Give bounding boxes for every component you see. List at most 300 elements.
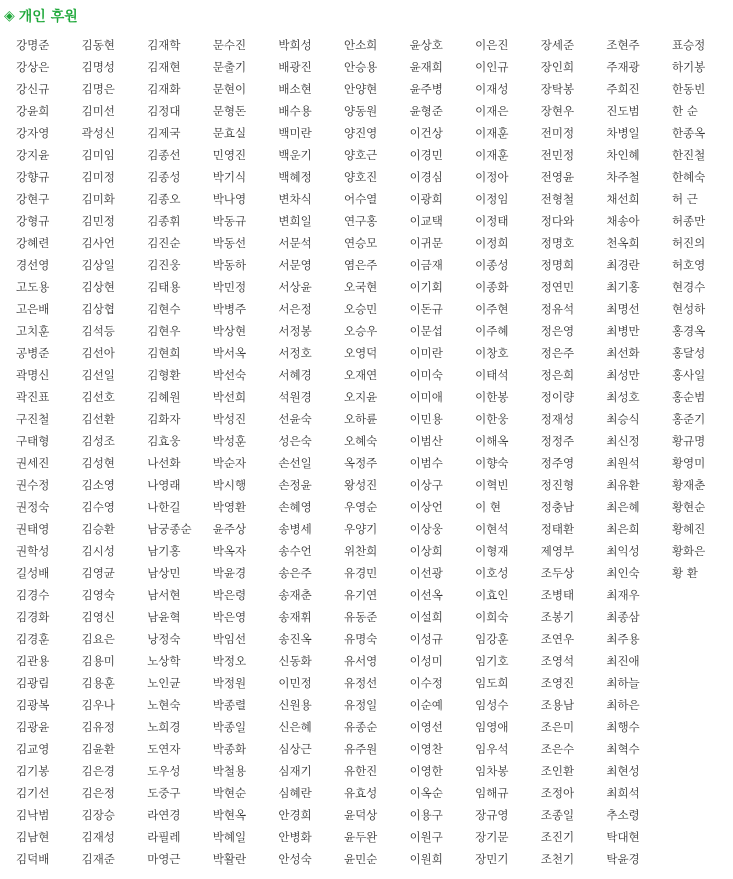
donor-name: 김장승 [81,808,115,822]
donor-name: 임강훈 [475,632,509,646]
donor-name: 채선희 [606,192,640,206]
donor-name: 김은정 [81,786,115,800]
donor-name: 박나영 [212,192,247,206]
donor-name: 허종만 [671,214,706,228]
donor-name: 이효인 [475,588,509,602]
donor-name: 이영한 [409,764,443,778]
donor-name: 이주혜 [475,324,509,338]
donor-name: 한 순 [671,104,698,118]
donor-name: 김진순 [147,236,181,250]
donor-name: 오재연 [343,368,378,382]
donor-name [668,672,733,694]
donor-name: 송진옥 [278,632,312,646]
donor-name: 홍경옥 [671,324,706,338]
donor-name: 이옥순 [409,786,443,800]
donor-name: 이은진 [475,38,509,52]
donor-name: 김시성 [81,544,115,558]
donor-name: 오혜숙 [343,434,378,448]
donor-name: 정은영 [540,324,575,338]
donor-name: 조종일 [540,808,575,822]
donor-name: 박윤경 [212,566,247,580]
section-title: 개인 후원 [18,9,78,25]
donor-name: 김형환 [147,368,181,382]
donor-name: 최은희 [606,522,640,536]
donor-name: 윤상호 [409,38,443,52]
donor-name: 최주용 [606,632,640,646]
donor-name: 박철용 [212,764,247,778]
donor-name: 김미임 [81,148,115,162]
donor-name-grid [12,34,730,870]
donor-name: 전민정 [540,148,575,162]
donor-name: 박임선 [212,632,247,646]
donor-name: 이재성 [475,82,509,96]
donor-name: 이한웅 [475,412,509,426]
donor-name: 박성훈 [212,434,247,448]
donor-name: 이영찬 [409,742,443,756]
donor-name: 양진영 [343,126,378,140]
donor-name: 황영미 [671,456,706,470]
donor-name: 윤민순 [343,852,378,866]
donor-name: 이 현 [475,500,502,514]
donor-name: 표승정 [671,38,706,52]
donor-name: 박현옥 [212,808,247,822]
donor-name: 서정봉 [278,324,312,338]
donor-name: 박성진 [212,412,247,426]
section-header [4,5,78,27]
donor-name: 박종일 [212,720,247,734]
donor-name: 유서영 [343,654,378,668]
donor-name: 김관용 [16,654,50,668]
donor-name: 이종성 [475,258,509,272]
donor-name: 정이량 [540,390,575,404]
donor-name: 김성현 [81,456,115,470]
donor-name: 구진철 [16,412,50,426]
donor-name: 조정아 [540,786,575,800]
donor-name: 이재훈 [475,148,509,162]
donor-name: 박혜일 [212,830,247,844]
donor-name: 윤형준 [409,104,443,118]
donor-name: 왕성진 [343,478,378,492]
donor-name: 이현석 [475,522,509,536]
donor-name: 윤덕상 [343,808,378,822]
donor-name: 황재춘 [671,478,706,492]
donor-name: 양동원 [343,104,378,118]
donor-name: 김상현 [81,280,115,294]
donor-name: 이문섭 [409,324,443,338]
donor-name: 김현수 [147,302,181,316]
donor-name: 백미란 [278,126,312,140]
donor-name: 김영숙 [81,588,115,602]
donor-name: 안소희 [343,38,378,52]
donor-name: 남서현 [147,588,181,602]
donor-name: 낭정숙 [147,632,181,646]
donor-name: 정명호 [540,236,575,250]
donor-name: 김재학 [147,38,181,52]
donor-name: 조병태 [540,588,575,602]
donor-name: 최행수 [606,720,640,734]
donor-name: 김영신 [81,610,115,624]
donor-name: 조은수 [540,742,575,756]
donor-name: 장기문 [475,830,509,844]
donor-name: 유기연 [343,588,378,602]
donor-name: 이형재 [475,544,509,558]
donor-name: 김재화 [147,82,181,96]
donor-name: 정태환 [540,522,575,536]
donor-name: 제영부 [540,544,575,558]
donor-name: 김진웅 [147,258,181,272]
donor-name: 이재훈 [475,126,509,140]
donor-name: 백운기 [278,148,312,162]
donor-name: 오영덕 [343,346,378,360]
donor-name: 김재성 [81,830,115,844]
donor-name: 배소현 [278,82,312,96]
donor-name: 라필레 [147,830,181,844]
donor-name: 조천기 [540,852,575,866]
donor-name: 문출기 [212,60,247,74]
donor-name: 홍사일 [671,368,706,382]
donor-name: 이수정 [409,676,443,690]
donor-name: 이재은 [475,104,509,118]
donor-name: 옥정주 [343,456,378,470]
donor-name: 김남현 [16,830,50,844]
donor-name: 최종삼 [606,610,640,624]
donor-name: 김종선 [147,148,181,162]
donor-name: 정정주 [540,434,575,448]
donor-name: 이미애 [409,390,443,404]
donor-name: 서정호 [278,346,312,360]
donor-name: 나영래 [147,478,181,492]
donor-name: 도우성 [147,764,181,778]
donor-name: 박동규 [212,214,247,228]
donor-name: 김요은 [81,632,115,646]
donor-name: 정충남 [540,500,575,514]
donor-name: 문효실 [212,126,247,140]
donor-name: 김용미 [81,654,115,668]
donor-name: 서혜경 [278,368,312,382]
donor-name: 김선환 [81,412,115,426]
donor-name: 남상민 [147,566,181,580]
donor-name: 황규명 [671,434,706,448]
donor-name: 박활란 [212,852,247,866]
donor-name: 고도용 [16,280,50,294]
donor-name: 김재현 [147,60,181,74]
donor-name: 김우나 [81,698,115,712]
donor-name: 김동현 [81,38,115,52]
donor-name: 권수정 [16,478,50,492]
donor-name: 김선호 [81,390,115,404]
donor-name: 정연민 [540,280,575,294]
donor-name: 김상협 [81,302,115,316]
donor-name: 이광희 [409,192,443,206]
donor-name: 박희성 [278,38,312,52]
donor-name: 김재준 [81,852,115,866]
donor-name: 김덕배 [16,852,50,866]
donor-name: 이원희 [409,852,443,866]
donor-name: 박선숙 [212,368,247,382]
donor-name [668,782,733,804]
donor-name: 박옥자 [212,544,247,558]
donor-name: 박병주 [212,302,247,316]
donor-name: 강상은 [16,60,50,74]
donor-name: 유동준 [343,610,378,624]
donor-name: 심재기 [278,764,312,778]
donor-name: 이돈규 [409,302,443,316]
donor-name [668,606,733,628]
donor-name: 정은주 [540,346,575,360]
donor-name: 최하늘 [606,676,640,690]
donor-name: 천옥희 [606,236,640,250]
donor-name: 최명선 [606,302,640,316]
donor-name: 정진형 [540,478,575,492]
donor-name: 박은령 [212,588,247,602]
donor-name: 김유정 [81,720,115,734]
donor-name [668,738,733,760]
donor-name: 나선화 [147,456,181,470]
donor-name: 이정임 [475,192,509,206]
donor-name: 경선영 [16,258,50,272]
donor-name: 최병만 [606,324,640,338]
donor-name: 차병일 [606,126,640,140]
donor-name: 최인숙 [606,566,640,580]
donor-name: 김광복 [16,698,50,712]
donor-name: 탁윤경 [606,852,640,866]
donor-name: 김광림 [16,676,50,690]
donor-name: 배수용 [278,104,312,118]
donor-name: 최신정 [606,434,640,448]
donor-name: 조영석 [540,654,575,668]
diamond-icon: ◈ [4,8,15,24]
donor-name: 이종화 [475,280,509,294]
donor-name: 박정오 [212,654,247,668]
donor-name: 임해규 [475,786,509,800]
donor-name [668,804,733,826]
donor-name: 윤주병 [409,82,443,96]
donor-name: 조봉기 [540,610,575,624]
donor-name: 정명희 [540,258,575,272]
donor-name: 이경심 [409,170,443,184]
donor-name: 최은혜 [606,500,640,514]
donor-name: 김현우 [147,324,181,338]
donor-name: 임영애 [475,720,509,734]
donor-name: 곽진표 [16,390,50,404]
donor-name: 박서옥 [212,346,247,360]
donor-name: 안성숙 [278,852,312,866]
donor-name: 유정일 [343,698,378,712]
donor-name: 강향규 [16,170,50,184]
donor-name: 현경수 [671,280,706,294]
donor-name: 이건상 [409,126,443,140]
donor-name: 위찬희 [343,544,378,558]
donor-name: 최익성 [606,544,640,558]
donor-name: 김명은 [81,82,115,96]
donor-name: 조영진 [540,676,575,690]
donor-name: 유경민 [343,566,378,580]
donor-name: 공병준 [16,346,50,360]
donor-name: 도중구 [147,786,181,800]
donor-name: 이희숙 [475,610,509,624]
donor-name: 최승식 [606,412,640,426]
donor-name: 오하륜 [343,412,378,426]
donor-name: 연구홍 [343,214,378,228]
donor-name: 송재휘 [278,610,312,624]
donor-name: 김태용 [147,280,181,294]
donor-name: 박민정 [212,280,247,294]
donor-name: 박현순 [212,786,247,800]
donor-name: 박은영 [212,610,247,624]
donor-name: 서문영 [278,258,312,272]
donor-name: 탁대현 [606,830,640,844]
donor-name: 노현숙 [147,698,181,712]
donor-name: 유명숙 [343,632,378,646]
donor-name: 이정태 [475,214,509,228]
donor-name: 이해옥 [475,434,509,448]
donor-name: 장세준 [540,38,575,52]
donor-name: 오승민 [343,302,378,316]
donor-name: 권학성 [16,544,50,558]
donor-name: 이용구 [409,808,443,822]
donor-name: 진도범 [606,104,640,118]
donor-name: 박정원 [212,676,247,690]
donor-name: 김종성 [147,170,181,184]
donor-name: 송수언 [278,544,312,558]
donor-name: 남윤혁 [147,610,181,624]
donor-name: 조현주 [606,38,640,52]
donor-name: 김사언 [81,236,115,250]
donor-name [668,826,733,848]
donor-name: 안경희 [278,808,312,822]
donor-name: 김광윤 [16,720,50,734]
donor-name: 최기홍 [606,280,640,294]
donor-name: 고은배 [16,302,50,316]
donor-name: 이정희 [475,236,509,250]
donor-name: 손선일 [278,456,312,470]
donor-name: 문수진 [212,38,247,52]
donor-name: 노상학 [147,654,181,668]
donor-name: 최현성 [606,764,640,778]
donor-name: 노희경 [147,720,181,734]
donor-name: 장규영 [475,808,509,822]
donor-name: 우양기 [343,522,378,536]
donor-name: 황 환 [671,566,698,580]
donor-name: 최경란 [606,258,640,272]
donor-name: 오지윤 [343,390,378,404]
donor-name: 김화자 [147,412,181,426]
donor-name: 김미정 [81,170,115,184]
donor-name: 장인희 [540,60,575,74]
donor-name: 백혜정 [278,170,312,184]
donor-name: 양호진 [343,170,378,184]
donor-name: 조진기 [540,830,575,844]
donor-name: 추소령 [606,808,640,822]
donor-name: 박기식 [212,170,247,184]
donor-name: 김경화 [16,610,50,624]
donor-name: 황현순 [671,500,706,514]
donor-name: 김선아 [81,346,115,360]
donor-name: 최원석 [606,456,640,470]
donor-name [668,650,733,672]
donor-name: 김교영 [16,742,50,756]
donor-name: 차인혜 [606,148,640,162]
donor-name: 윤두완 [343,830,378,844]
donor-name: 유주원 [343,742,378,756]
donor-name: 조인환 [540,764,575,778]
donor-name: 전영윤 [540,170,575,184]
donor-name: 임도희 [475,676,509,690]
donor-name: 김기선 [16,786,50,800]
donor-name: 고치훈 [16,324,50,338]
donor-name: 김현희 [147,346,181,360]
donor-name: 최희석 [606,786,640,800]
donor-name: 황화은 [671,544,706,558]
donor-name: 강현구 [16,192,50,206]
donor-name: 유효성 [343,786,378,800]
donor-name: 김효웅 [147,434,181,448]
donor-name: 강자영 [16,126,50,140]
donor-name: 장현우 [540,104,575,118]
donor-name: 송은주 [278,566,312,580]
donor-name: 이정아 [475,170,509,184]
donor-name: 이경민 [409,148,443,162]
donor-name: 박시행 [212,478,247,492]
donor-name: 변차식 [278,192,312,206]
donor-name: 최성호 [606,390,640,404]
donor-name: 손정윤 [278,478,312,492]
donor-name: 우영순 [343,500,378,514]
donor-name: 현성하 [671,302,706,316]
donor-name: 박영환 [212,500,247,514]
donor-name: 유종순 [343,720,378,734]
donor-name: 최성만 [606,368,640,382]
donor-name: 도연자 [147,742,181,756]
donor-name: 김승환 [81,522,115,536]
donor-name: 김경훈 [16,632,50,646]
donor-name: 허호영 [671,258,706,272]
donor-name: 조두상 [540,566,575,580]
donor-name: 박동선 [212,236,247,250]
donor-name: 이금재 [409,258,443,272]
donor-name: 곽명신 [16,368,50,382]
donor-name: 한진철 [671,148,706,162]
donor-name: 심상근 [278,742,312,756]
donor-name: 안병화 [278,830,312,844]
donor-name: 이태석 [475,368,509,382]
donor-name: 유한진 [343,764,378,778]
donor-name: 박종화 [212,742,247,756]
donor-name: 이성미 [409,654,443,668]
donor-name: 윤재희 [409,60,443,74]
donor-name: 송재춘 [278,588,312,602]
donor-name: 민영진 [212,148,247,162]
donor-name: 라연경 [147,808,181,822]
donor-name: 임성수 [475,698,509,712]
donor-name: 허진의 [671,236,706,250]
donor-name: 전미정 [540,126,575,140]
donor-name: 나한길 [147,500,181,514]
donor-name: 이미숙 [409,368,443,382]
donor-name [668,848,733,870]
donor-name: 권정숙 [16,500,50,514]
donor-name: 강혜련 [16,236,50,250]
donor-name: 정주영 [540,456,575,470]
donor-name: 양호근 [343,148,378,162]
donor-name: 연승모 [343,236,378,250]
donor-name: 염은주 [343,258,378,272]
donor-name: 이상웅 [409,522,443,536]
donor-name: 석원경 [278,390,312,404]
donor-name: 서은정 [278,302,312,316]
donor-name: 임기호 [475,654,509,668]
donor-name: 김석등 [81,324,115,338]
